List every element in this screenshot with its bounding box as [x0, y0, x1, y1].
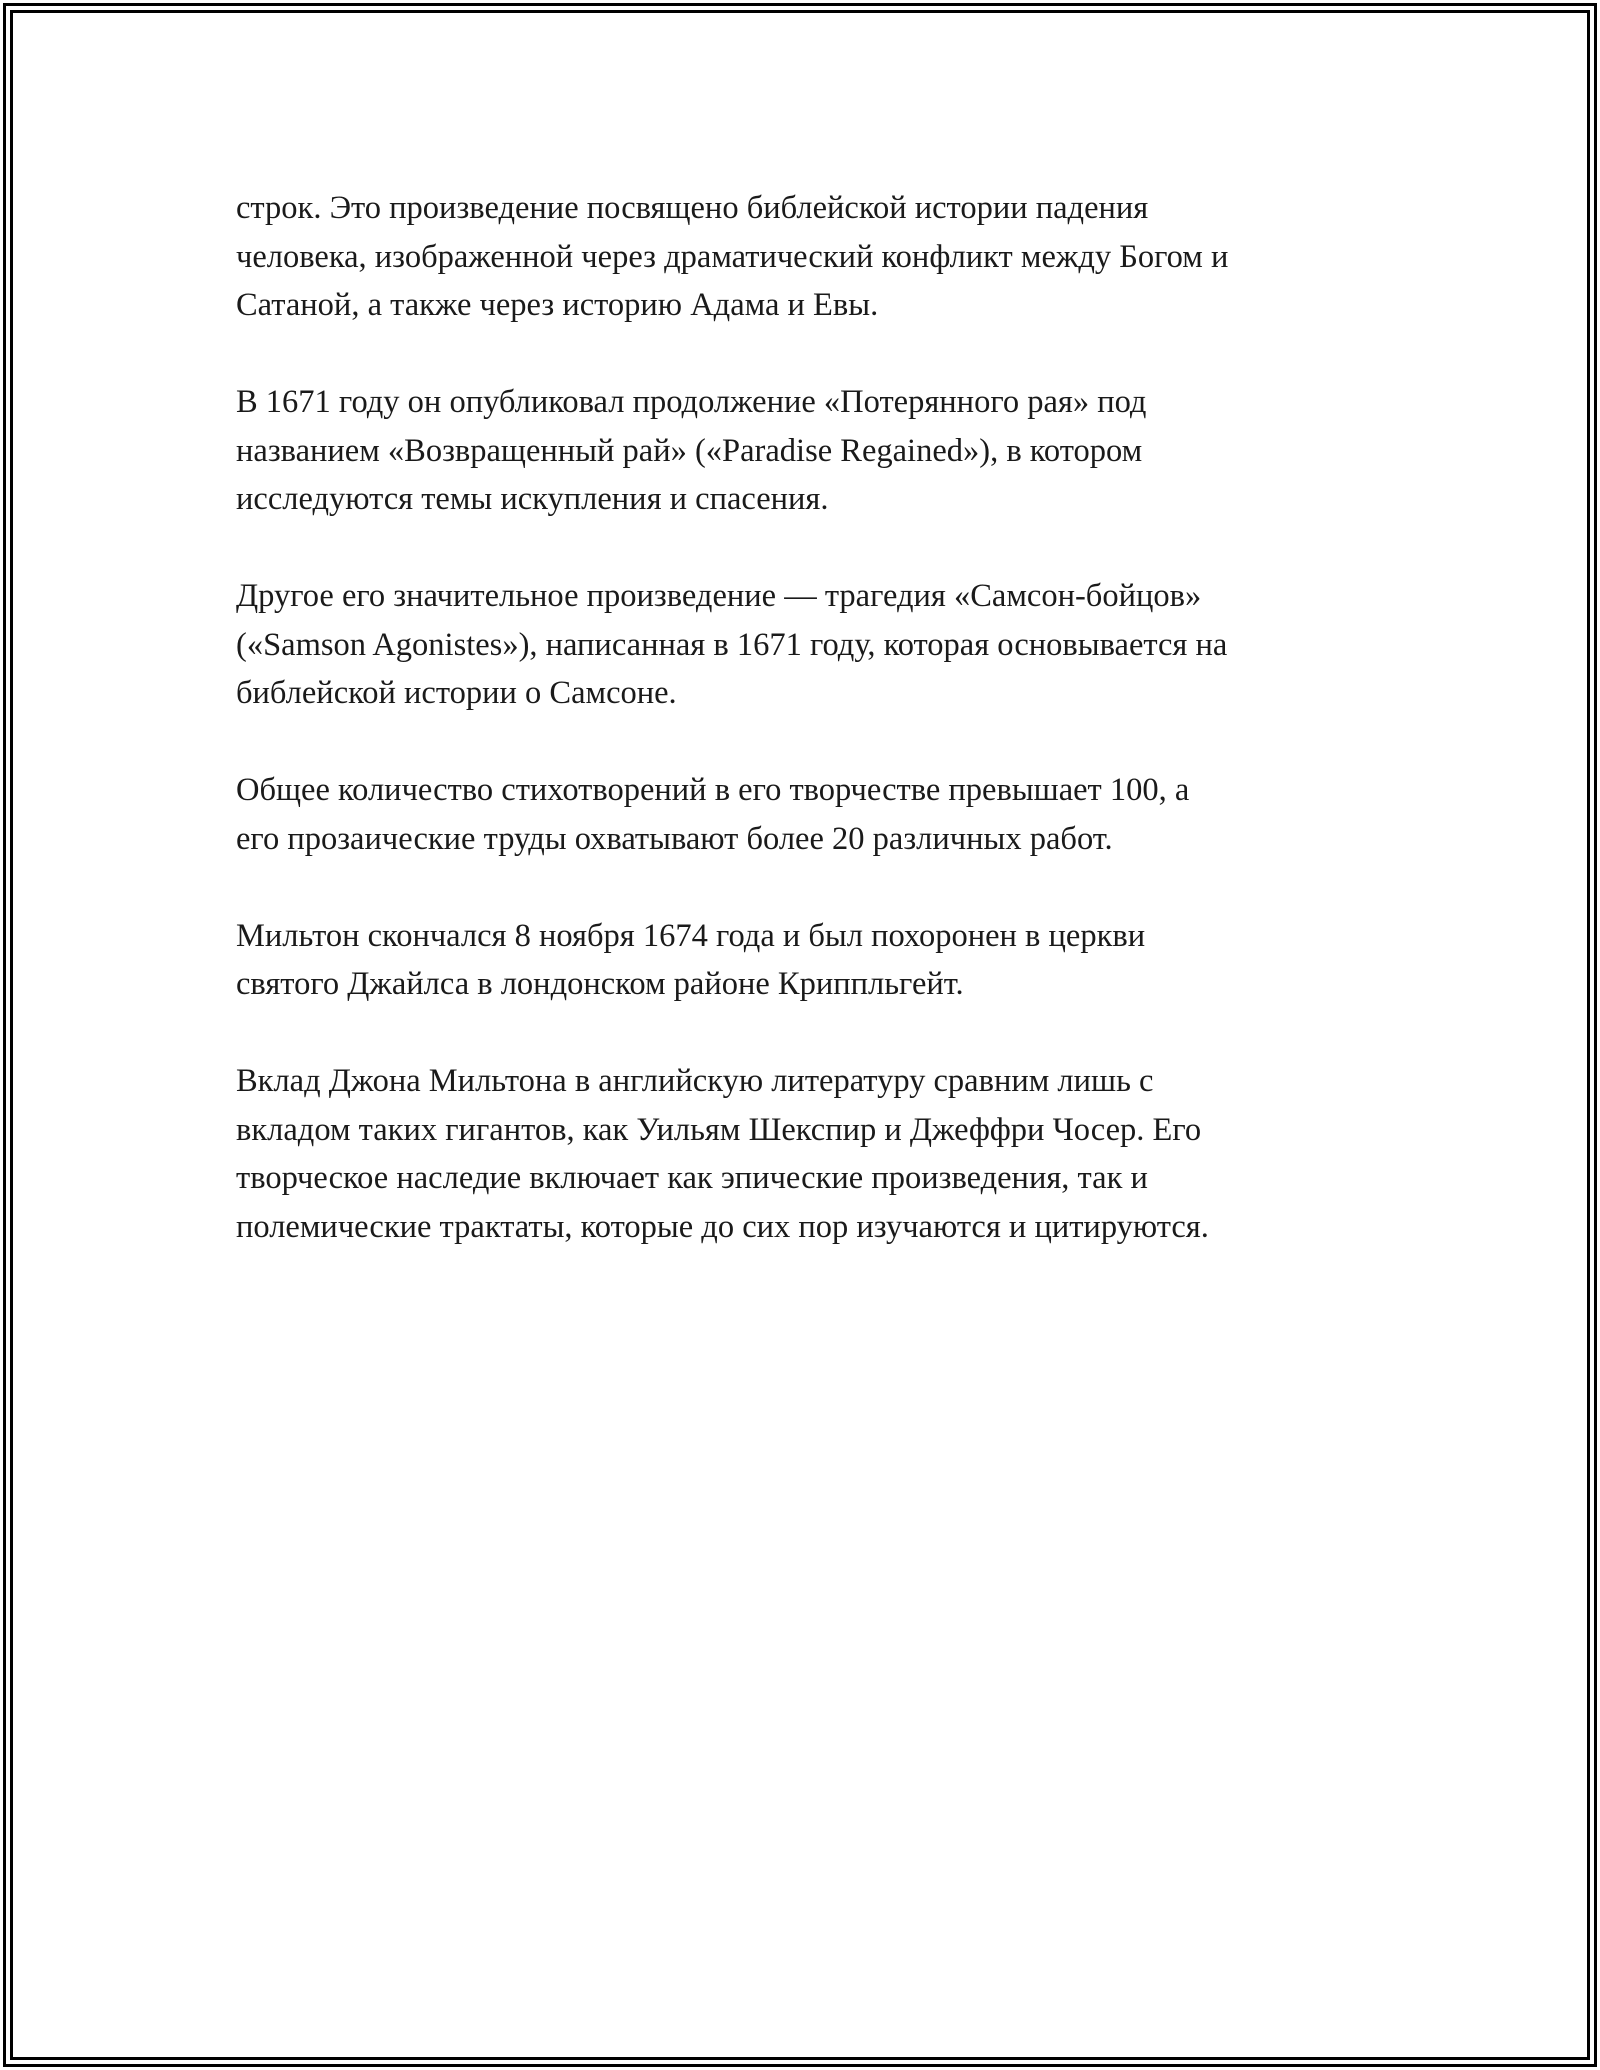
paragraph-3 — [236, 572, 1386, 718]
paragraph-line: Сатаной, а также через историю Адама и Евы. — [236, 287, 879, 323]
paragraph-line: святого Джайлса в лондонском районе Криппльгейт. — [236, 966, 964, 1002]
paragraph-line: полемические трактаты, которые до сих пор изучаются и цитируются. — [236, 1208, 1209, 1245]
paragraph-line: Мильтон скончался 8 ноября 1674 года и был похоронен в церкви — [236, 917, 1146, 954]
paragraph-line: Другое его значительное произведение — трагедия «Самсон-бойцов» — [236, 578, 1202, 614]
paragraph-line: строк. Это произведение посвящено библейской истории падения — [236, 190, 1149, 226]
paragraph-line: названием «Возвращенный рай» («Paradise Regained»), в котором — [236, 432, 1143, 469]
paragraph-line: библейской истории о Самсоне. — [236, 675, 677, 711]
document-body — [236, 184, 1386, 1300]
paragraph-line: В 1671 году он опубликовал продолжение «Потерянного рая» под — [236, 384, 1147, 420]
paragraph-line: Вклад Джона Мильтона в английскую литературу сравним лишь с — [236, 1063, 1154, 1099]
paragraph-line: вкладом таких гигантов, как Уильям Шекспир и Джеффри Чосер. Его — [236, 1111, 1202, 1148]
paragraph-line: его прозаические труды охватывают более 20 различных работ. — [236, 820, 1113, 857]
paragraph-5 — [236, 912, 1386, 1009]
paragraph-line: Общее количество стихотворений в его творчестве превышает 100, а — [236, 772, 1190, 808]
paragraph-line: («Samson Agonistes»), написанная в 1671 году, которая основывается на — [236, 626, 1228, 663]
paragraph-line: творческое наследие включает как эпические произведения, так и — [236, 1160, 1148, 1196]
paragraph-line: человека, изображенной через драматический конфликт между Богом и — [236, 238, 1229, 275]
paragraph-6 — [236, 1057, 1386, 1251]
paragraph-line: исследуются темы искупления и спасения. — [236, 481, 829, 517]
paragraph-1 — [236, 184, 1386, 330]
paragraph-4 — [236, 766, 1386, 863]
paragraph-2 — [236, 378, 1386, 524]
